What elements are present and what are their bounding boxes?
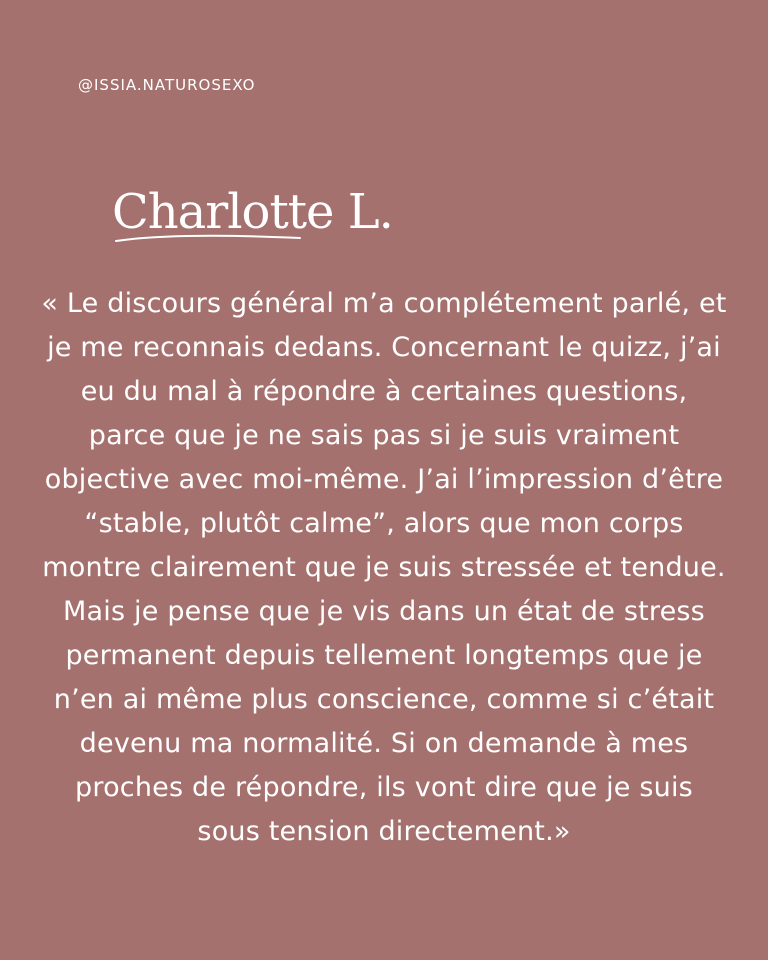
author-name: Charlotte L.	[112, 184, 393, 240]
testimonial-quote: « Le discours général m’a complétement parlé, et je me reconnais dedans. Concernant le quizz, j’ai eu du mal à répondre à certaines questions, parce que je ne sais pas si je suis vraiment objective avec moi-même. J’ai l’impression d’être “stable, plutôt calme”, alors que mon corps montre clairement que je suis stressée et tendue. Mais je pense que je vis dans un état de stress permanent depuis tellement longtemps que je n’en ai même plus conscience, comme si c’était devenu ma normalité. Si on demande à mes proches de répondre, ils vont dire que je suis sous tension directement.»	[41, 288, 727, 847]
account-handle: @ISSIA.NATUROSEXO	[78, 76, 256, 94]
testimonial-author	[112, 184, 393, 246]
